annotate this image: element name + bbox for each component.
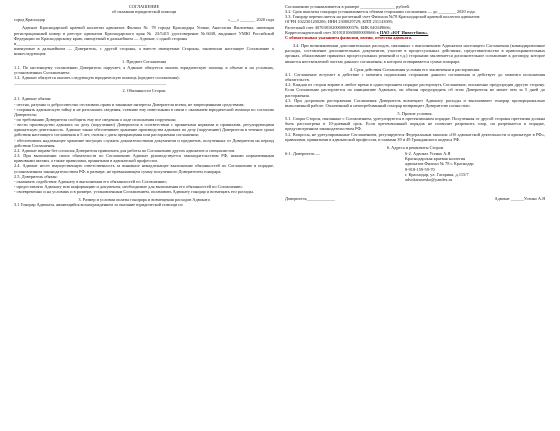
preamble-paragraph: именуемые в дальнейшем — Доверитель, с другой стороны, а вместе именуемые Стороны, заключили настоящее Соглашение о нижеследующем: — [14, 46, 274, 57]
section-title: 4. Срок действия Соглашения условия его заключения и расторжения. — [349, 66, 481, 72]
corr-account-text: Корреспондентский счет 30101810600000000666 в — [285, 29, 380, 35]
city: город Краснодар — [14, 17, 45, 23]
clause: Соглашению устанавливается в размере ________________ рублей. — [285, 4, 410, 9]
clause: - оказывать содействие Адвокату в выполнении его обязанностей по Соглашению; — [14, 178, 167, 184]
preamble-paragraph: Адвокат Краснодарской краевой коллегии адвокатов Филиал № 78 города Краснодара Усенко Анастасия Яковлевна, имеющая регистрационный номер в реестре адвокатов Краснодарского края № 23/5415 удостоверение №6048, выданное УМЮ Российской Федерации по Краснодарскому краю, именуемый в дальнейшем — Адвокат, с одной стороны — [14, 25, 274, 41]
section-title: 3. Размер и условия оплаты гонорара и возмещения расходов Адвоката — [78, 197, 210, 203]
clause: 5.1. Споры Сторон, связанные с Соглашением, урегулируются в претензионном порядке. Полученная от другой стороны претензия должна быть рассмотрена в 10-дневный срок. Если претензионный порядок не позволит разрешить спор, он разрешается в порядке, предусмотренном законодательством РФ. — [285, 116, 545, 132]
section-title: 2. Обязанности Сторон — [122, 88, 166, 94]
clause: 3.1 Гонорар Адвоката, являющийся вознаграждением за оказание юридической помощи по — [14, 202, 183, 208]
bank-details-ogrn: ОГРН 1022301200206; ИНН 2308029729; КПП 231143005; — [285, 19, 394, 25]
section-title: 5. Прочие условия. — [397, 110, 433, 116]
document-title: СОГЛАШЕНИЕ — [128, 4, 160, 9]
clause: 2.5. Доверитель обязан: — [14, 173, 58, 179]
clause: 2.2. Адвокат вправе без согласия Доверителя привлекать для работы по Соглашению других адвокатов и специалистов. — [14, 147, 236, 153]
payment-note: С обязательным указанием фамилии, имени, отчества адвоката. — [285, 34, 412, 40]
clause: 4.3. При досрочном расторжении Соглашения Доверитель возмещает Адвокату расходы и выплачивает гонорар пропорционально выполненной работе. Оплаченный и непотребованный гонорар возвращает Доверителю полностью. — [285, 97, 545, 108]
clause: 5.2. Вопросы, не урегулированные Соглашением, регулируются Федеральным законом «Об адвокатской деятельности и адвокатуре в РФ», правилами, принятыми в адвокатской профессии, и главами 39 и 49 Гражданского кодекса РФ. — [285, 131, 545, 142]
clause: 1.2. Адвокат обязуется оказать следующую юридическую помощь (предмет соглашения): — [14, 74, 180, 80]
clause: - по требованию Доверителя сообщить ему все сведения о ходе исполнения поручения; — [14, 116, 177, 122]
lawyer-requisites-line: г. Краснодар, ул. Гагарина, д.115/7 — [405, 171, 469, 177]
right-column — [285, 0, 545, 431]
clause: 4.1. Соглашение вступает в действие с момента подписания сторонами данного соглашения и действует до момента исполнения обязательств. — [285, 71, 545, 83]
lawyer-requisites-line: 8-918-159-59-70 — [405, 166, 435, 172]
lawyer-requisites — [405, 151, 545, 182]
bank-name: ПАО «ЮГ Инвестбанк». — [379, 29, 429, 35]
agreement-date: «___» _______ 2020 года — [228, 17, 274, 23]
clause: - вести производство адвоката по делу (поручению) Доверителя в соответствии с принятыми нормами и правилами, регулирующими адвокатскую деятельность. Адвокат также обеспечивает хранение производства адвоката по делу (поручению) Доверителя в течение срока действия настоящего соглашения и 5 лет, считая с даты прекращения или расторжения соглашения; — [14, 122, 274, 138]
clause: - предоставлять Адвокату всю информацию и документы, необходимые для выполнения его обязанностей по Соглашению; — [14, 184, 243, 189]
clause: 3.3. Гонорар перечисляется на расчетный счет Филиала №78 Краснодарской краевой коллегии адвокатов: — [285, 14, 481, 20]
clause: 2.1. Адвокат обязан: — [14, 96, 52, 102]
clause: - честно, разумно и добросовестно отстаивать права и законные интересы Доверителя всеми, не запрещенными средствами; — [14, 101, 245, 107]
section-title: 1. Предмет Соглашения — [121, 59, 167, 65]
clause: 2.3. При выполнении своих обязательств по Соглашению Адвокат руководствуется законодательством РФ, иными нормативными правовыми актами, а также правилами, принятыми в адвокатской профессии. — [14, 153, 274, 164]
bank-details-account: Расчетный счет 40703810200000000376; БИК 040349666; — [285, 24, 391, 30]
client-requisites-label: 6-1. Доверитель — — [285, 151, 320, 157]
lawyer-requisites-line: advokatusenko@yandex.ru — [405, 176, 453, 182]
clause: 2.4. Адвокат несет имущественную ответственность за виновное ненадлежащее выполнение обязанностей по Соглашению в порядке, установленном законодательством РФ, в размере, не превышающем сумму полученного Доверителем гонорара. — [14, 163, 274, 174]
clause: - своевременно и на условиях и в размере, установленным Соглашением, оплачивать Адвокату гонорар и возмещать его расходы. — [14, 189, 254, 195]
section-title: 6. Адреса и реквизиты Сторон — [386, 144, 444, 150]
clause: 1.1. По настоящему соглашению Доверитель поручает, а Адвокат обязуется оказать юридическую помощь в объеме и на условиях, установленных Соглашением: — [14, 64, 274, 75]
lawyer-requisites-line: Краснодарская краевая коллегия — [405, 156, 466, 162]
lawyer-requisites-line: адвокатов Филиал № 78 г. Краснодар — [405, 161, 474, 167]
client-signature: Доверитель_____________ — [285, 196, 335, 201]
lawyer-requisites-line: 6-2. Адвокат Усенко А.Я — [405, 151, 451, 157]
clause: 3.4. При возникновении дополнительных расходов, связанных с выполнением Адвокатом настоящего Соглашения (командировочные расходы, составление дополнительных документов, участие в процессуальных действиях, представительство в правоохранительных органах, обжалование принятых процессуальных решений и т.д.) сторонами заключается дополнительное соглашение к договору, которое является неотъемлемой частью данного соглашения, в котором оговаривается сумма гонорара. — [285, 43, 545, 64]
clause: - сохранять адвокатскую тайну и не разглашать сведения, ставшие ему известными в связи с оказанием юридической помощи по согласию Доверителя; — [14, 106, 274, 117]
preamble-client-line: и____________________________________________________________ — [14, 40, 147, 46]
clause: 4.2. Каждая из сторон вправе в любое время в одностороннем порядке расторгнуть Соглашение, письменно предупредив другую сторону. Если Соглашение расторгается по инициативе Адвоката, он обязан предупредить об этом Доверителя не менее чем за 5 дней до расторжения. — [285, 82, 545, 98]
blank-line: ______________________________________________________________________ — [14, 80, 167, 86]
lawyer-signature: Адвокат ______Усенко А.Я — [494, 196, 545, 201]
document-subtitle: об оказании юридической помощи — [111, 9, 177, 15]
clause: 3.2. Срок выплаты гонорара устанавливается обеими сторонами соглашения — до ________ 2020 года. — [285, 9, 476, 15]
left-column — [14, 0, 274, 431]
clause: - обеспечивать надлежащее хранение могущих служить доказательствами документов и предметов, полученных от Доверителя на период действия Соглашения. — [14, 137, 274, 148]
